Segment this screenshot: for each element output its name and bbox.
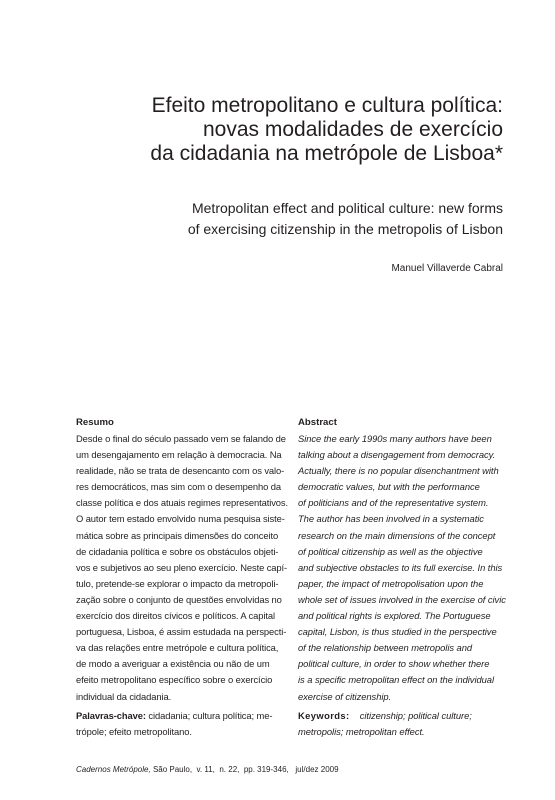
keywords-line: trópole; efeito metropolitano.	[76, 725, 192, 737]
keywords-text: cidadania; cultura política; me-	[145, 709, 273, 721]
resumo-line: res democráticos, mas sim com o desempenho da	[76, 481, 281, 493]
subtitle-line: of exercising citizenship in the metropolis of Lisbon	[187, 221, 503, 237]
resumo-line: classe política e dos atuais regimes representativos.	[76, 497, 288, 509]
resumo-line: tulo, pretende-se explorar o impacto da metropoli-	[76, 577, 279, 589]
resumo-line: de cidadania política e sobre os obstáculos objeti-	[76, 545, 279, 557]
journal-details: São Paulo, v. 11, n. 22, pp. 319-346, jul/dez 2009	[150, 765, 339, 774]
resumo-line: individual da cidadania.	[76, 690, 172, 702]
keywords-label: Palavras-chave:	[76, 709, 146, 721]
abstract-keywords	[298, 708, 505, 740]
abstract-line: democratic values, but with the performance	[298, 481, 480, 493]
abstract-column	[298, 415, 505, 740]
abstract-line: whole set of issues involved in the exercise of civic	[298, 593, 506, 605]
abstract-line: of political citizenship as well as the objective	[298, 545, 483, 557]
abstract-line: political culture, in order to show whether there	[298, 658, 490, 670]
resumo-line: efeito metropolitano específico sobre o exercício	[76, 674, 273, 686]
abstract-line: of the relationship between metropolis and	[298, 642, 473, 654]
abstract-body	[298, 431, 505, 705]
resumo-line: va das relações entre metrópole e cultura política,	[76, 642, 279, 654]
keywords-line	[76, 708, 272, 724]
abstract-line: and subjective obstacles to its full exercise. In this	[298, 561, 503, 573]
keywords-text: citizenship; political culture;	[349, 709, 472, 721]
resumo-heading: Resumo	[76, 417, 114, 428]
resumo-line: de modo a averiguar a existência ou não de um	[76, 658, 270, 670]
resumo-line: vos e subjetivos ao seu pleno exercício. Neste capí-	[76, 561, 288, 573]
abstract-line: capital, Lisbon, is thus studied in the perspective	[298, 626, 497, 638]
resumo-line: Desde o final do século passado vem se falando de	[76, 433, 286, 444]
abstract-line: Since the early 1990s many authors have been	[298, 433, 492, 444]
subtitle-line: Metropolitan effect and political culture: new forms	[191, 200, 503, 216]
resumo-line: zação sobre o conjunto de questões envolvidas no	[76, 593, 282, 605]
journal-name: Cadernos Metrópole,	[76, 765, 151, 774]
abstract-line: Actually, there is no popular disenchantment with	[298, 465, 499, 477]
resumo-line: portuguesa, Lisboa, é assim estudada na perspecti-	[76, 626, 287, 638]
journal-footer	[76, 765, 339, 775]
article-title-en	[63, 198, 503, 240]
title-line: Efeito metropolitano e cultura política:	[151, 94, 503, 117]
title-line: da cidadania na metrópole de Lisboa*	[150, 142, 503, 165]
abstract-line: exercise of citizenship.	[298, 690, 392, 702]
resumo-line: O autor tem estado envolvido numa pesquisa siste-	[76, 513, 285, 525]
abstract-line: paper, the impact of metropolisation upon the	[298, 577, 484, 589]
resumo-keywords	[76, 708, 272, 740]
title-line: novas modalidades de exercício	[202, 118, 503, 141]
resumo-line: realidade, não se trata de desencanto com os valo-	[76, 465, 285, 477]
abstract-line: talking about a disengagement from democracy.	[298, 449, 496, 461]
article-title-pt	[63, 94, 503, 166]
abstract-line: The author has been involved in a systematic	[298, 513, 484, 525]
keywords-line: metropolis; metropolitan effect.	[298, 725, 425, 737]
abstract-line: of politicians and of the representative system.	[298, 497, 489, 509]
abstract-line: is a specific metropolitan effect on the individual	[298, 674, 494, 686]
abstract-heading: Abstract	[298, 417, 337, 428]
abstract-line: research on the main dimensions of the concept	[298, 529, 496, 541]
resumo-body	[76, 431, 288, 705]
abstract-line: and political rights is explored. The Portuguese	[298, 610, 491, 622]
resumo-column	[76, 415, 288, 740]
resumo-line: um desengajamento em relação à democracia. Na	[76, 449, 282, 461]
keywords-label: Keywords:	[298, 709, 350, 721]
resumo-line: exercício dos direitos cívicos e políticos. A capital	[76, 610, 275, 622]
keywords-line	[298, 708, 505, 724]
resumo-line: mática sobre as principais dimensões do conceito	[76, 529, 279, 541]
author-name: Manuel Villaverde Cabral	[391, 263, 503, 274]
